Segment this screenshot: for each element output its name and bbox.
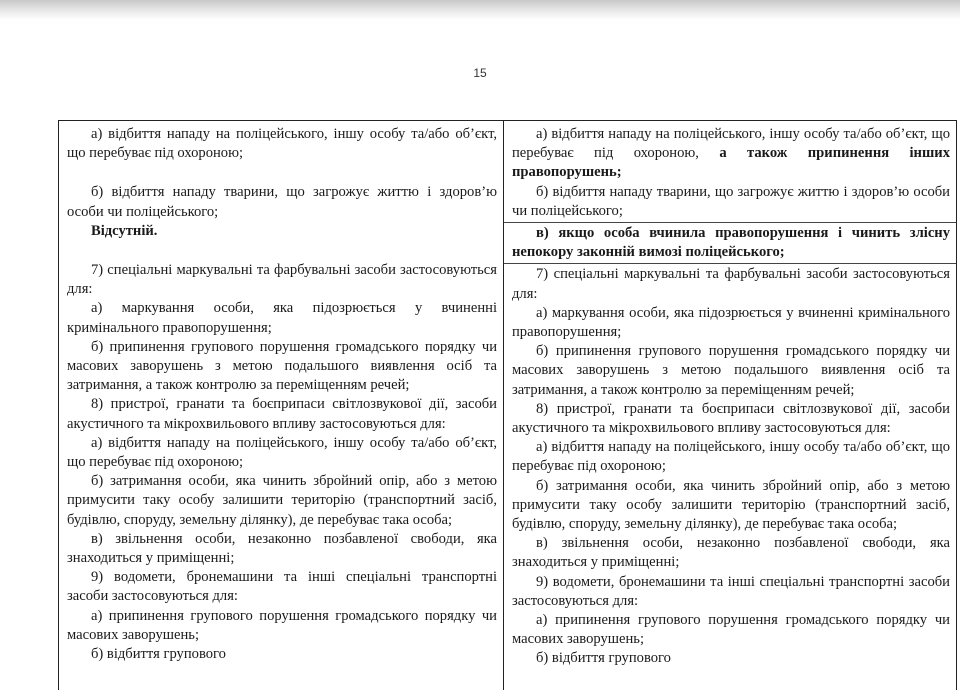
right-paragraph: в) звільнення особи, незаконно позбавленої свободи, яка знаходиться у приміщенні; bbox=[512, 534, 950, 572]
left-paragraph-absent: Відсутній. bbox=[67, 222, 497, 241]
right-paragraph-added: в) якщо особа вчинила правопорушення і чинить злісну непокору законній вимозі поліцейського; bbox=[512, 224, 950, 262]
left-paragraph: 9) водомети, бронемашини та інші спеціальні транспортні засоби застосовуються для: bbox=[67, 568, 497, 606]
left-paragraph: а) маркування особи, яка підозрюється у вчиненні кримінального правопорушення; bbox=[67, 299, 497, 337]
right-paragraph: б) припинення групового порушення громадського порядку чи масових заворушень з метою подальшого виявлення осіб та затримання, а також контролю за переміщенням речей; bbox=[512, 342, 950, 400]
right-text-added: а також припинення інших правопорушень; bbox=[512, 145, 950, 180]
right-paragraph: а) припинення групового порушення громадського порядку чи масових заворушень; bbox=[512, 611, 950, 649]
right-paragraph: б) відбиття нападу тварини, що загрожує життю і здоров’ю особи чи поліцейського; bbox=[512, 183, 950, 221]
divider bbox=[504, 222, 956, 223]
right-column bbox=[504, 121, 957, 690]
left-paragraph: б) відбиття групового bbox=[67, 645, 497, 664]
left-paragraph: б) відбиття нападу тварини, що загрожує життю і здоров’ю особи чи поліцейського; bbox=[67, 183, 497, 221]
divider bbox=[504, 263, 956, 264]
right-paragraph: 9) водомети, бронемашини та інші спеціальні транспортні засоби застосовуються для: bbox=[512, 573, 950, 611]
scan-edge-shadow bbox=[0, 0, 960, 20]
left-paragraph: б) припинення групового порушення громадського порядку чи масових заворушень з метою подальшого виявлення осіб та затримання, а також контролю за переміщенням речей; bbox=[67, 338, 497, 396]
left-paragraph: а) відбиття нападу на поліцейського, іншу особу та/або об’єкт, що перебуває під охороною; bbox=[67, 125, 497, 163]
spacer bbox=[67, 163, 497, 183]
right-text: а) відбиття нападу на поліцейського, іншу особу та/або об’єкт, що перебуває під охороною, bbox=[512, 126, 950, 161]
right-paragraph: б) затримання особи, яка чинить збройний опір, або з метою примусити таку особу залишити територію (транспортний засіб, будівлю, споруду, земельну ділянку), де перебуває така особа; bbox=[512, 477, 950, 535]
left-paragraph: 7) спеціальні маркувальні та фарбувальні засоби застосовуються для: bbox=[67, 261, 497, 299]
left-paragraph: в) звільнення особи, незаконно позбавленої свободи, яка знаходиться у приміщенні; bbox=[67, 530, 497, 568]
left-paragraph: 8) пристрої, гранати та боєприпаси світлозвукової дії, засоби акустичного та мікрохвильового впливу застосовуються для: bbox=[67, 395, 497, 433]
right-paragraph: 7) спеціальні маркувальні та фарбувальні засоби застосовуються для: bbox=[512, 265, 950, 303]
right-paragraph: 8) пристрої, гранати та боєприпаси світлозвукової дії, засоби акустичного та мікрохвильового впливу застосовуються для: bbox=[512, 400, 950, 438]
page-number: 15 bbox=[0, 66, 960, 80]
right-paragraph: б) відбиття групового bbox=[512, 649, 950, 668]
table-row bbox=[59, 121, 957, 690]
left-column bbox=[59, 121, 504, 690]
right-paragraph: а) відбиття нападу на поліцейського, іншу особу та/або об’єкт, що перебуває під охороною; bbox=[512, 438, 950, 476]
comparison-table bbox=[58, 120, 957, 690]
right-paragraph: а) маркування особи, яка підозрюється у вчиненні кримінального правопорушення; bbox=[512, 304, 950, 342]
left-paragraph: а) відбиття нападу на поліцейського, іншу особу та/або об’єкт, що перебуває під охороною; bbox=[67, 434, 497, 472]
spacer bbox=[67, 241, 497, 261]
left-paragraph: а) припинення групового порушення громадського порядку чи масових заворушень; bbox=[67, 607, 497, 645]
right-paragraph bbox=[512, 125, 950, 183]
left-paragraph: б) затримання особи, яка чинить збройний опір, або з метою примусити таку особу залишити територію (транспортний засіб, будівлю, споруду, земельну ділянку), де перебуває така особа; bbox=[67, 472, 497, 530]
